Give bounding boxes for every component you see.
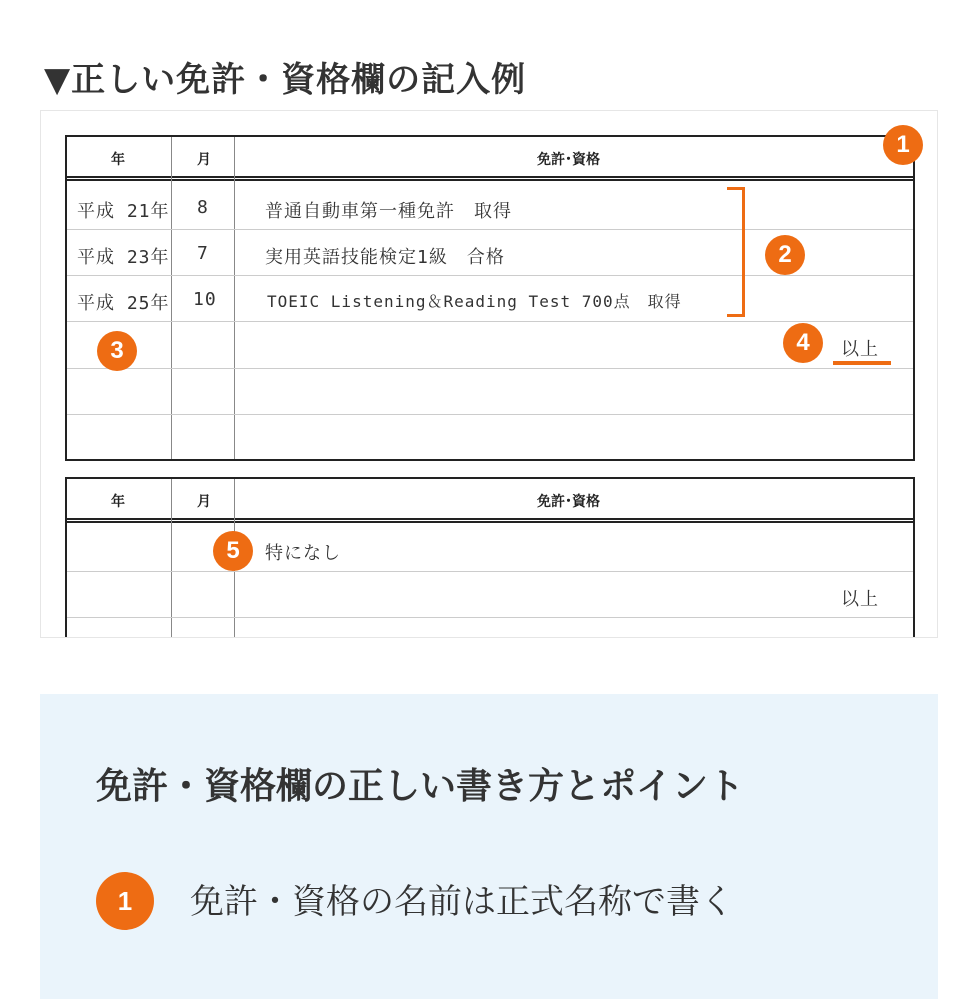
row-license: 普通自動車第一種免許 取得 [265, 201, 512, 222]
row-license: 実用英語技能検定1級 合格 [265, 247, 505, 268]
divider [67, 229, 913, 230]
divider [67, 368, 913, 369]
marker-4: 4 [783, 323, 823, 363]
row-month: 8 [197, 197, 209, 218]
marker-2: 2 [765, 235, 805, 275]
points-panel [40, 694, 938, 999]
divider [67, 617, 913, 618]
closing-ijou: 以上 [841, 589, 879, 610]
closing-ijou: 以上 [841, 339, 879, 360]
marker-1: 1 [883, 125, 923, 165]
row-year: 平成 21年 [77, 201, 170, 222]
divider [234, 137, 235, 459]
row-year: 平成 23年 [77, 247, 170, 268]
example-image [40, 110, 938, 638]
table-header [67, 137, 913, 181]
marker-3: 3 [97, 331, 137, 371]
header-license: 免許･資格 [537, 152, 600, 168]
row-license: 特になし [265, 543, 341, 564]
underline-marker [833, 361, 891, 365]
row-year: 平成 25年 [77, 293, 170, 314]
divider [67, 275, 913, 276]
table-header [67, 479, 913, 523]
divider [67, 414, 913, 415]
license-table-example-2 [65, 477, 915, 638]
header-license: 免許･資格 [537, 494, 600, 510]
header-year: 年 [111, 494, 125, 510]
row-license: TOEIC Listening＆Reading Test 700点 取得 [267, 292, 682, 311]
divider [171, 137, 172, 459]
page-heading: ▼正しい免許・資格欄の記入例 [44, 60, 527, 100]
license-table-example-1 [65, 135, 915, 461]
marker-5: 5 [213, 531, 253, 571]
divider [67, 321, 913, 322]
divider [67, 571, 913, 572]
header-month: 月 [197, 494, 211, 510]
bracket-marker [727, 187, 745, 317]
header-year: 年 [111, 152, 125, 168]
points-title: 免許・資格欄の正しい書き方とポイント [96, 766, 745, 807]
row-month: 7 [197, 243, 209, 264]
header-month: 月 [197, 152, 211, 168]
divider [171, 479, 172, 638]
point-text: 免許・資格の名前は正式名称で書く [190, 882, 734, 922]
row-month: 10 [193, 289, 217, 310]
point-number-badge: 1 [96, 872, 154, 930]
